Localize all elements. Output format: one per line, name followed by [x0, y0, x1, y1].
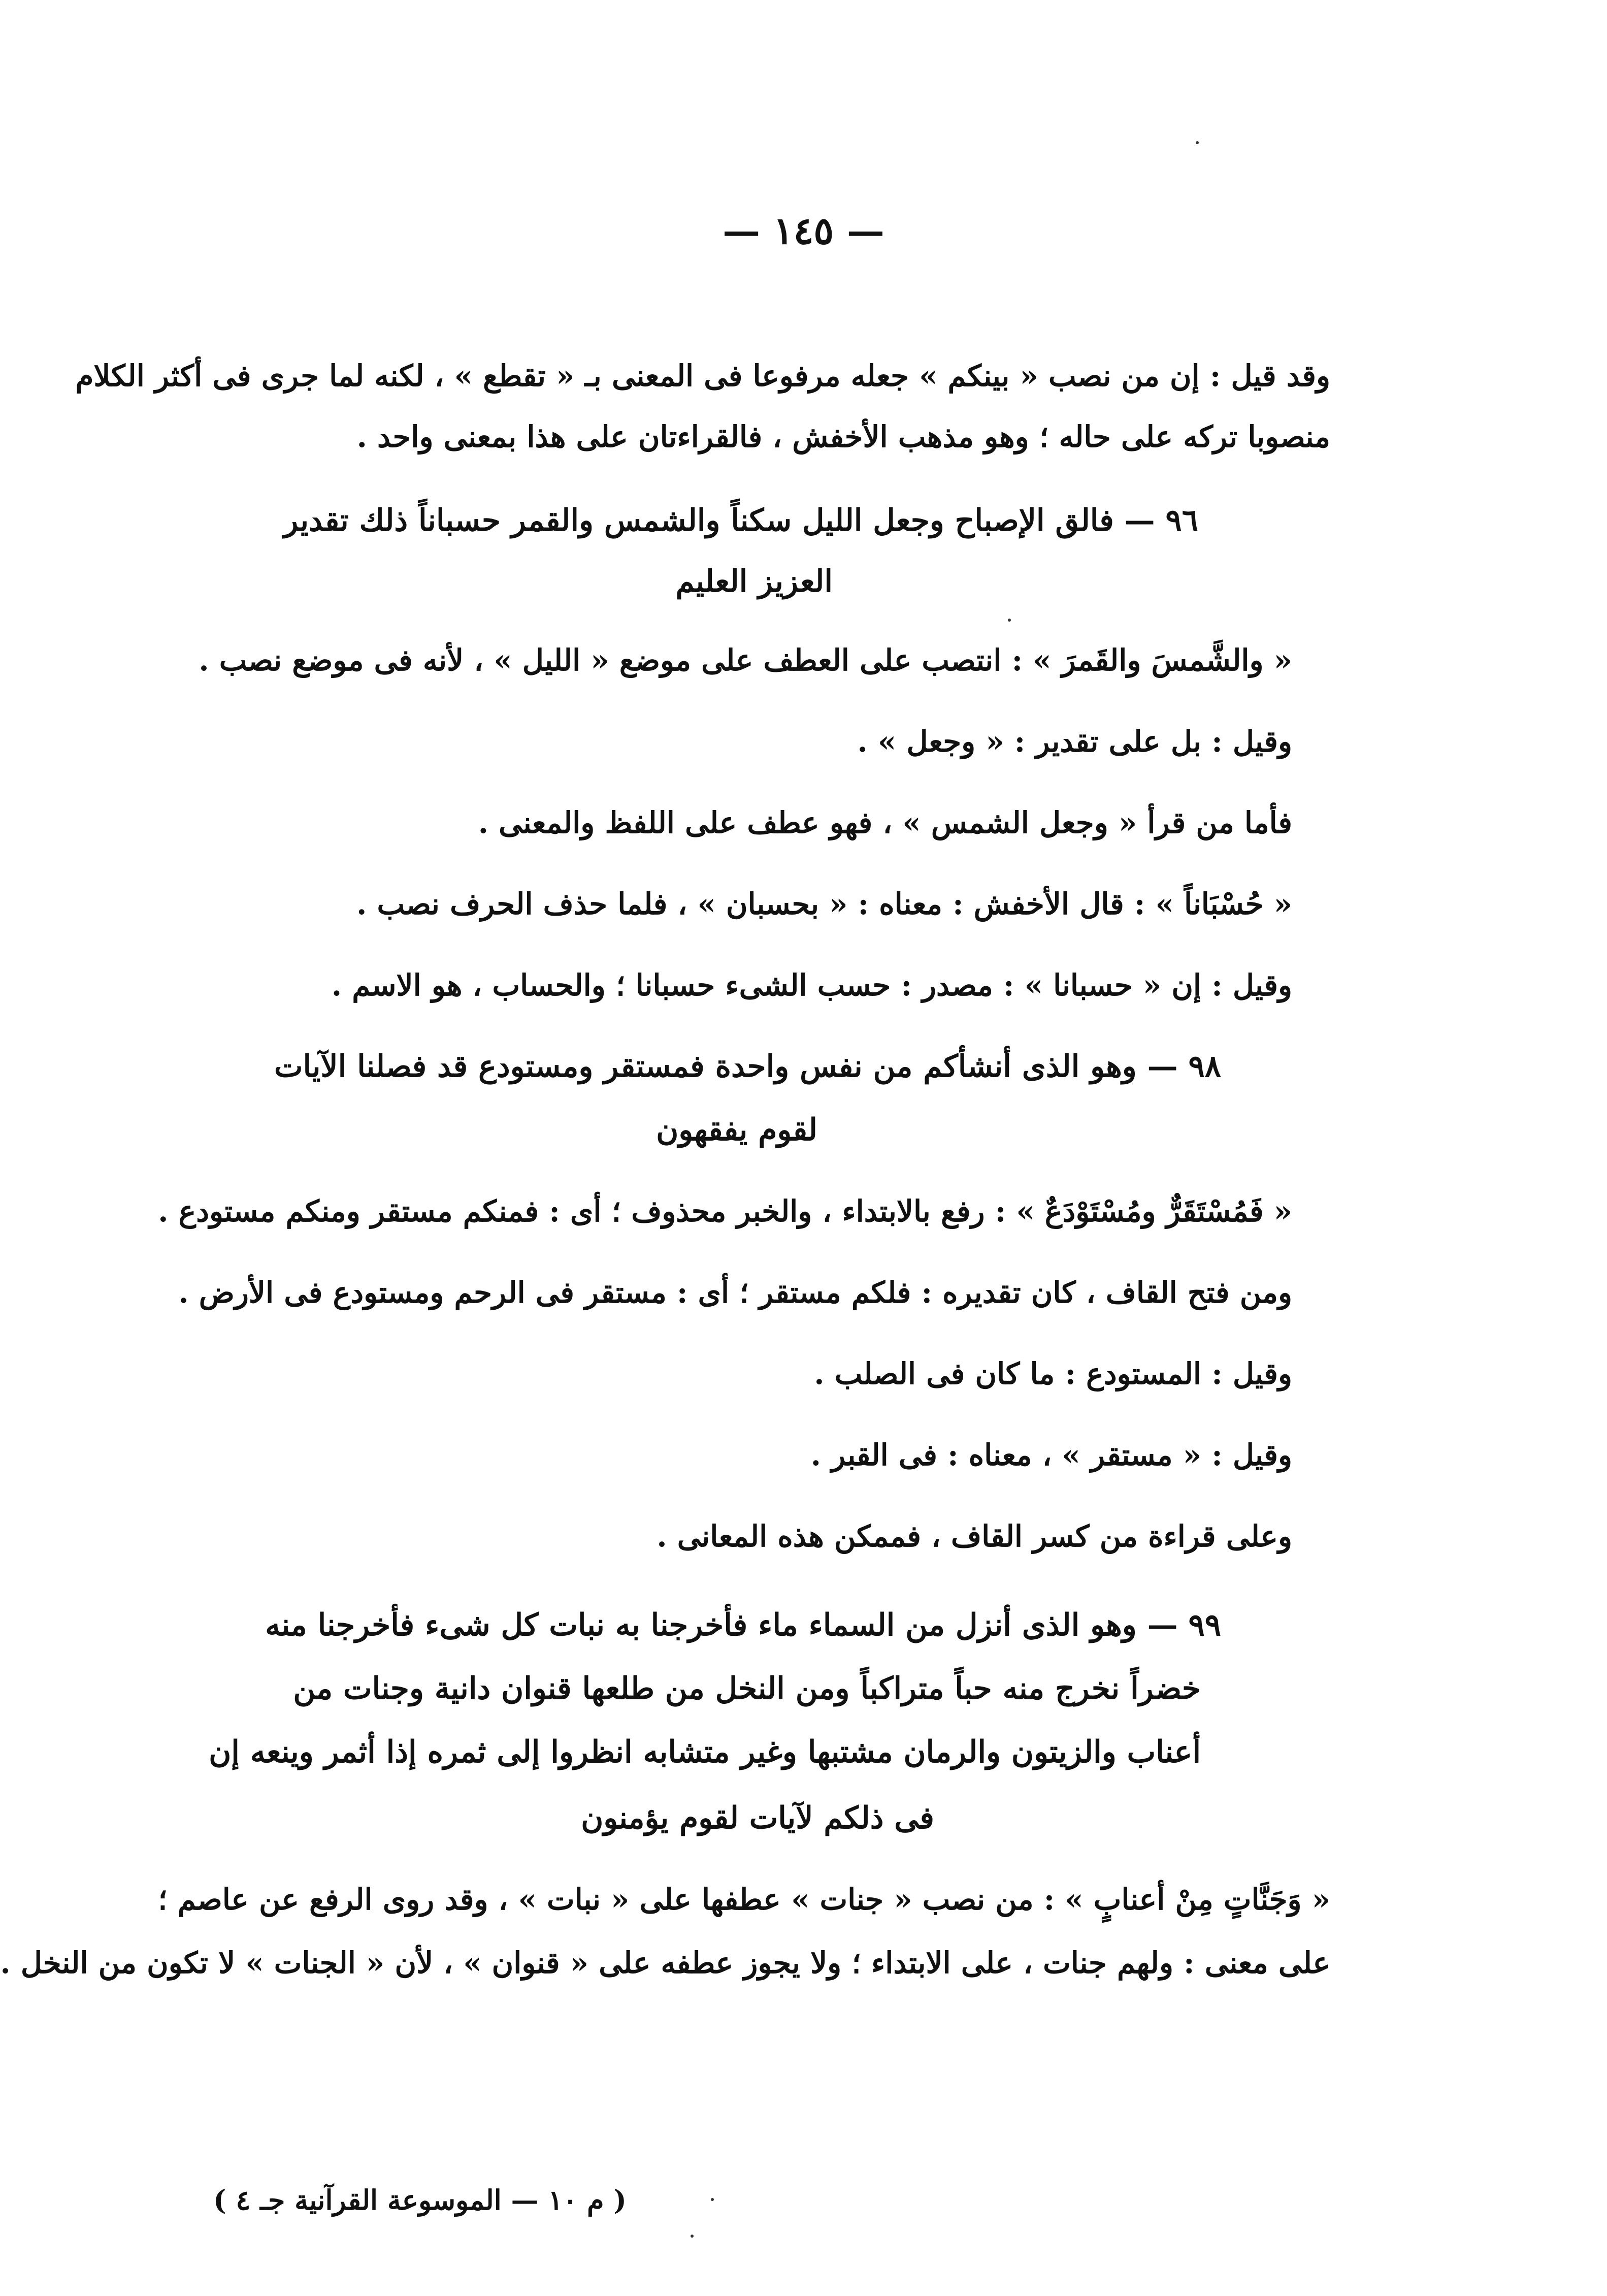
paragraph-line: منصوبا تركه على حاله ؛ وهو مذهب الأخفش ، فالقراءتان على هذا بمعنى واحد . — [356, 419, 1330, 454]
paragraph-line: وقيل : إن « حسبانا » : مصدر : حسب الشىء حسبانا ؛ والحساب ، هو الاسم . — [331, 968, 1292, 1003]
verse-line: ٩٩ — وهو الذى أنزل من السماء ماء فأخرجنا به نبات كل شىء فأخرجنا منه — [265, 1607, 1221, 1643]
paragraph-line: « حُسْبَاناً » : قال الأخفش : معناه : « بحسبان » ، فلما حذف الحرف نصب . — [356, 887, 1292, 921]
paragraph-line: وقد قيل : إن من نصب « بينكم » جعله مرفوعا فى المعنى بـ « تقطع » ، لكنه لما جرى فى أكثر الكلام — [75, 359, 1330, 393]
verse-line: لقوم يفقهون — [656, 1112, 817, 1148]
paragraph-line: ومن فتح القاف ، كان تقديره : فلكم مستقر ؛ أى : مستقر فى الرحم ومستودع فى الأرض . — [178, 1275, 1292, 1310]
paragraph-line: « فَمُسْتَقَرٌّ ومُسْتَوْدَعٌ » : رفع بالابتداء ، والخبر محذوف ؛ أى : فمنكم مستقر ومنكم مستودع . — [158, 1194, 1292, 1228]
paragraph-line: وعلى قراءة من كسر القاف ، فممكن هذه المعانى . — [657, 1519, 1292, 1554]
paragraph-line: « والشَّمسَ والقَمرَ » : انتصب على العطف على موضع « الليل » ، لأنه فى موضع نصب . — [199, 643, 1292, 677]
verse-line: ٩٦ — فالق الإصباح وجعل الليل سكناً والشمس والقمر حسباناً ذلك تقدير — [283, 503, 1198, 538]
scan-speck — [691, 2235, 694, 2238]
verse-line: ٩٨ — وهو الذى أنشأكم من نفس واحدة فمستقر ومستودع قد فصلنا الآيات — [274, 1049, 1221, 1084]
paragraph-line: وقيل : المستودع : ما كان فى الصلب . — [814, 1356, 1292, 1391]
paragraph-line: وقيل : بل على تقدير : « وجعل » . — [857, 724, 1292, 759]
scan-speck — [1196, 141, 1199, 144]
scan-speck — [711, 2198, 714, 2201]
paragraph-line: وقيل : « مستقر » ، معناه : فى القبر . — [810, 1438, 1292, 1472]
verse-line: أعناب والزيتون والرمان مشتبها وغير متشابه انظروا إلى ثمره إذا أثمر وينعه إن — [209, 1734, 1201, 1770]
paragraph-line: فأما من قرأ « وجعل الشمس » ، فهو عطف على اللفظ والمعنى . — [478, 805, 1292, 840]
verse-line: فى ذلكم لآيات لقوم يؤمنون — [581, 1800, 934, 1836]
verse-line: خضراً نخرج منه حباً متراكباً ومن النخل من طلعها قنوان دانية وجنات من — [293, 1671, 1201, 1706]
paragraph-line: على معنى : ولهم جنات ، على الابتداء ؛ ولا يجوز عطفه على « قنوان » ، لأن « الجنات » لا تكون من النخل . — [0, 1946, 1330, 1980]
verse-line: العزيز العليم — [675, 564, 833, 599]
paragraph-line: « وَجَنَّاتٍ مِنْ أعنابٍ » : من نصب « جنات » عطفها على « نبات » ، وقد روى الرفع عن عاصم ؛ — [158, 1882, 1330, 1917]
scan-speck — [1008, 619, 1011, 622]
page-footer: ( م ١٠ — الموسوعة القرآنية جـ ٤ ) — [213, 2184, 627, 2216]
page-number: — ١٤٥ — — [723, 209, 884, 253]
